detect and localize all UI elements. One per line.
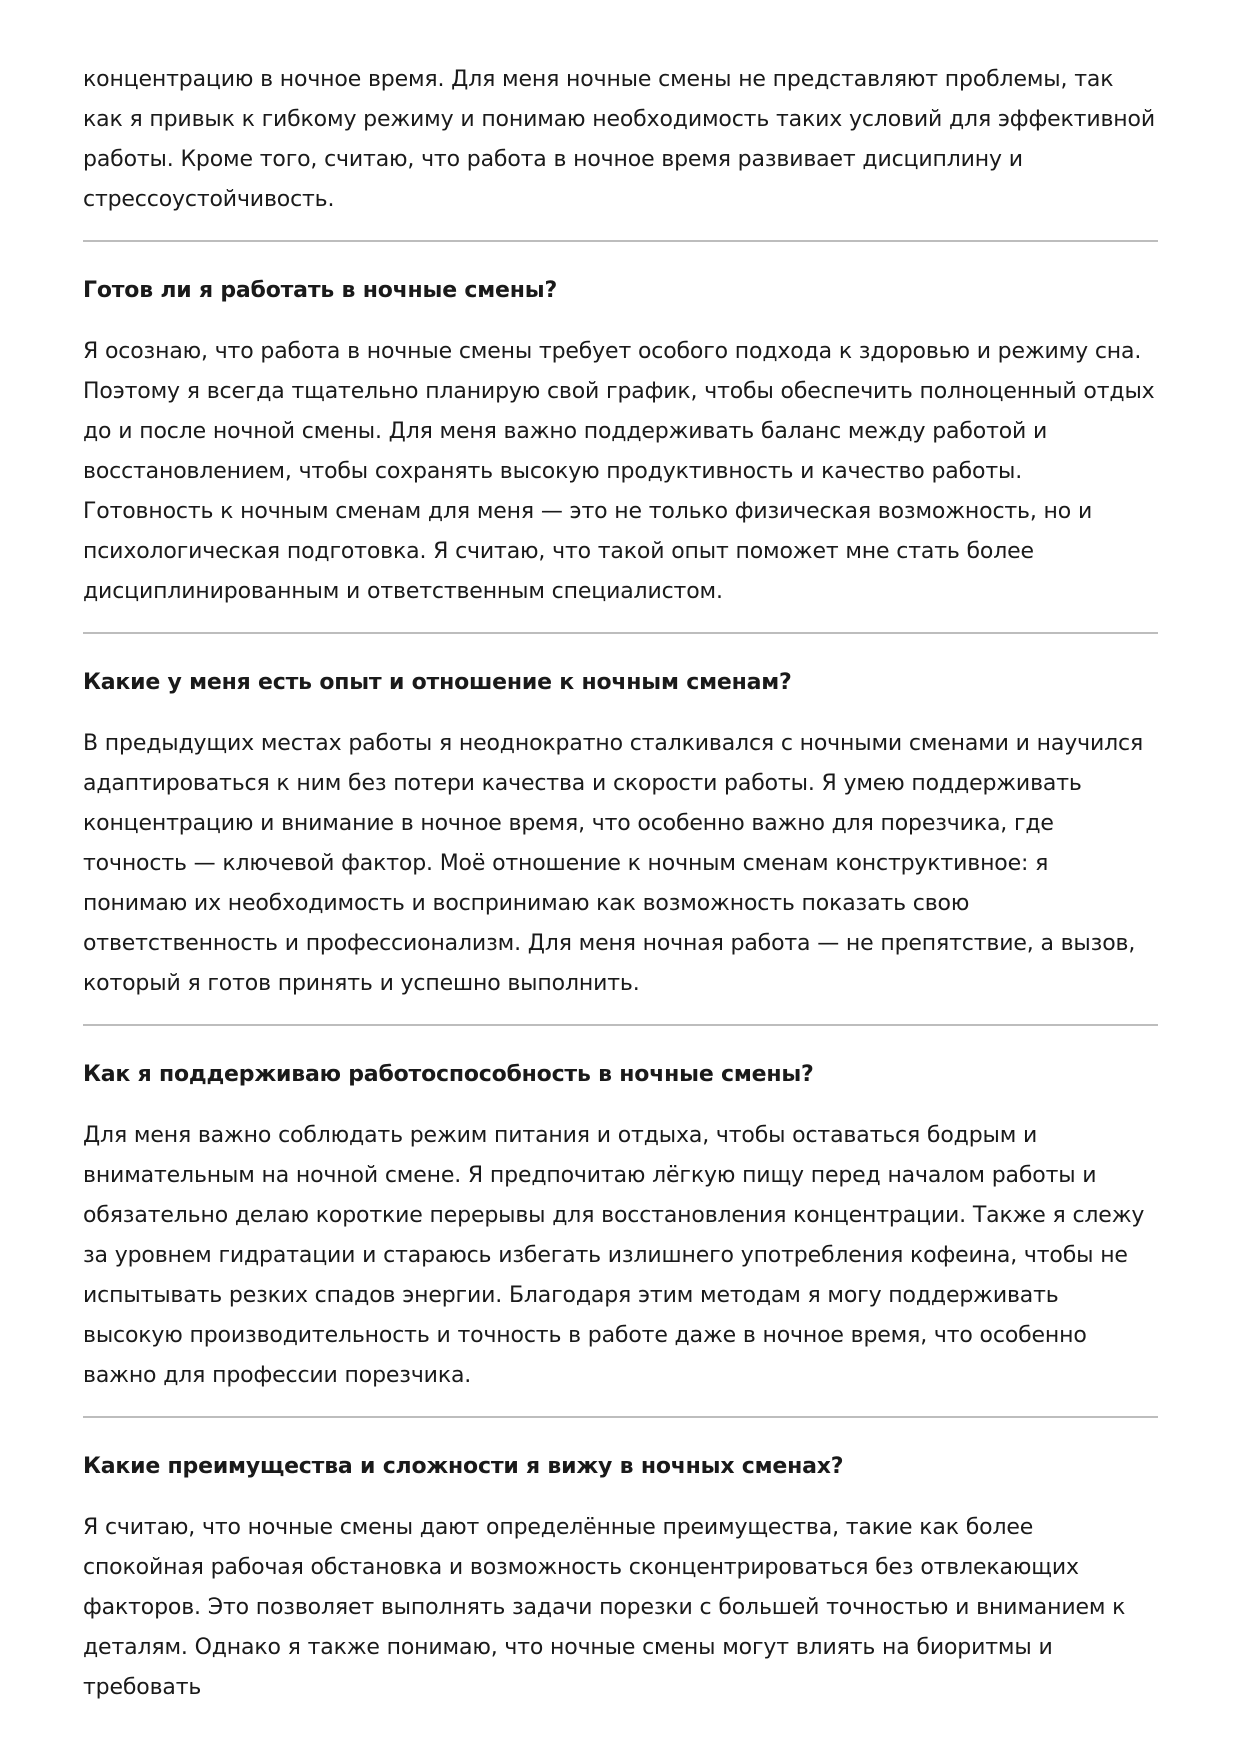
section-paragraph: Для меня важно соблюдать режим питания и отдыха, чтобы оставаться бодрым и внимательным на ночной смене. Я предпочитаю лёгкую пищу перед началом работы и обязательно делаю короткие перерывы для восстановления концентрации. Также я слежу за уровнем гидратации и стараюсь избегать излишнего употребления кофеина, чтобы не испытывать резких спадов энергии. Благодаря этим методам я могу поддерживать высокую производительность и точность в работе даже в ночное время, что особенно важно для профессии порезчика. [83,1123,1145,1388]
section-night-shift-performance [83,1060,1158,1396]
section-divider [83,632,1158,634]
intro-paragraph: концентрацию в ночное время. Для меня ночные смены не представляют проблемы, так как я привык к гибкому режиму и понимаю необходимость таких условий для эффективной работы. Кроме того, считаю, что работа в ночное время развивает дисциплину и стрессоустойчивость. [83,67,1155,212]
section-divider [83,1024,1158,1026]
section-heading: Готов ли я работать в ночные смены? [83,278,558,303]
section-night-shift-pros-cons [83,1452,1158,1708]
document-content [83,60,1158,1708]
section-paragraph: В предыдущих местах работы я неоднократно сталкивался с ночными сменами и научился адаптироваться к ним без потери качества и скорости работы. Я умею поддерживать концентрацию и внимание в ночное время, что особенно важно для порезчика, где точность — ключевой фактор. Моё отношение к ночным сменам конструктивное: я понимаю их необходимость и воспринимаю как возможность показать свою ответственность и профессионализм. Для меня ночная работа — не препятствие, а вызов, который я готов принять и успешно выполнить. [83,731,1144,996]
section-paragraph: Я осознаю, что работа в ночные смены требует особого подхода к здоровью и режиму сна. Поэтому я всегда тщательно планирую свой график, чтобы обеспечить полноценный отдых до и после ночной смены. Для меня важно поддерживать баланс между работой и восстановлением, чтобы сохранять высокую продуктивность и качество работы. Готовность к ночным сменам для меня — это не только физическая возможность, но и психологическая подготовка. Я считаю, что такой опыт поможет мне стать более дисциплинированным и ответственным специалистом. [83,339,1155,604]
section-divider [83,1416,1158,1418]
section-divider [83,240,1158,242]
section-heading: Как я поддерживаю работоспособность в ночные смены? [83,1062,814,1087]
section-paragraph: Я считаю, что ночные смены дают определённые преимущества, такие как более спокойная рабочая обстановка и возможность сконцентрироваться без отвлекающих факторов. Это позволяет выполнять задачи порезки с большей точностью и вниманием к деталям. Однако я также понимаю, что ночные смены могут влиять на биоритмы и требовать [83,1515,1126,1700]
section-night-shift-readiness [83,276,1158,612]
section-heading: Какие у меня есть опыт и отношение к ночным сменам? [83,670,792,695]
section-heading: Какие преимущества и сложности я вижу в ночных сменах? [83,1454,844,1479]
section-night-shift-experience [83,668,1158,1004]
